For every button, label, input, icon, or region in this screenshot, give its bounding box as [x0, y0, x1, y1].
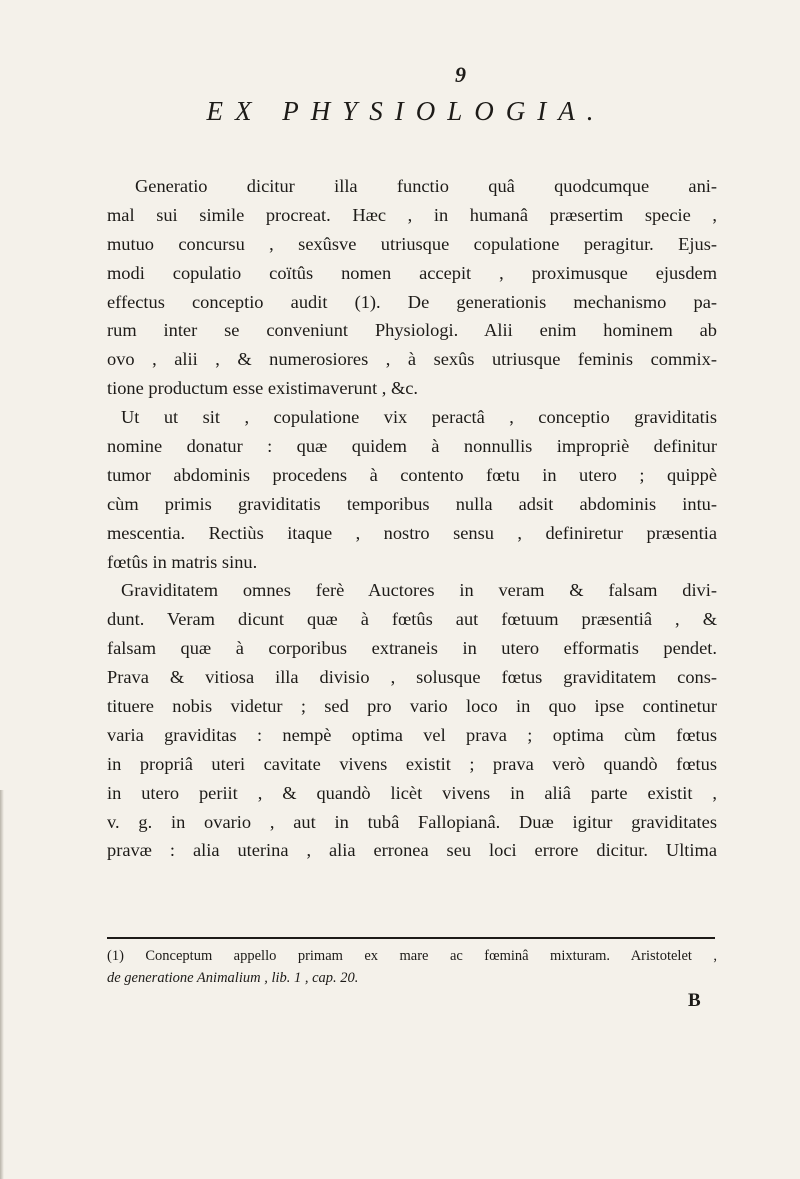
- text-line: nomine donatur : quæ quidem à nonnullis impropriè definitur: [107, 436, 717, 457]
- text-line: cùm primis graviditatis temporibus nulla adsit abdominis intu-: [107, 493, 717, 514]
- footnote-divider: [107, 937, 715, 939]
- text-line: varia graviditas : nempè optima vel prava ; optima cùm fœtus: [107, 724, 717, 745]
- text-line: v. g. in ovario , aut in tubâ Fallopianâ. Duæ igitur graviditates: [107, 811, 717, 832]
- body-text: [107, 172, 717, 865]
- text-line: ovo , alii , & numerosiores , à sexûs utriusque feminis commix-: [107, 349, 717, 370]
- text-line: tituere nobis videtur ; sed pro vario loco in quo ipse continetur: [107, 696, 717, 717]
- page-number: 9: [455, 62, 466, 87]
- text-line: dunt. Veram dicunt quæ à fœtûs aut fœtuum præsentiâ , &: [107, 609, 717, 630]
- text-line: tione productum esse existimaverunt , &c.: [107, 378, 419, 399]
- text-line: Ut ut sit , copulatione vix peractâ , conceptio graviditatis: [121, 407, 717, 428]
- text-line: pravæ : alia uterina , alia erronea seu loci errore dicitur. Ultima: [107, 840, 717, 861]
- text-line: Prava & vitiosa illa divisio , solusque fœtus graviditatem cons-: [107, 667, 717, 688]
- footnote: [107, 945, 717, 989]
- text-line: modi copulatio coïtûs nomen accepit , proximusque ejusdem: [107, 262, 717, 283]
- text-line: mal sui simile procreat. Hæc , in humanâ præsertim specie ,: [107, 204, 717, 225]
- page-edge-shadow: [0, 790, 4, 1179]
- text-line: Generatio dicitur illa functio quâ quodcumque ani-: [135, 176, 717, 196]
- text-line: effectus conceptio audit (1). De generationis mechanismo pa-: [107, 291, 717, 312]
- text-line: rum inter se conveniunt Physiologi. Alii enim hominem ab: [107, 320, 717, 341]
- text-line: mescentia. Rectiùs itaque , nostro sensu , definiretur præsentia: [107, 522, 717, 543]
- page-heading: EX PHYSIOLOGIA.: [206, 96, 606, 126]
- text-line: in propriâ uteri cavitate vivens existit ; prava verò quandò fœtus: [107, 753, 717, 774]
- text-line: in utero periit , & quandò licèt vivens in aliâ parte existit ,: [107, 782, 717, 803]
- text-line: fœtûs in matris sinu.: [107, 551, 258, 572]
- footnote-line: de generatione Animalium , lib. 1 , cap. 20.: [107, 970, 359, 986]
- footnote-line: (1) Conceptum appello primam ex mare ac fœminâ mixturam. Aristotelet ,: [107, 948, 717, 964]
- text-line: Graviditatem omnes ferè Auctores in veram & falsam divi-: [121, 580, 717, 601]
- text-line: mutuo concursu , sexûsve utriusque copulatione peragitur. Ejus-: [107, 233, 717, 254]
- text-line: falsam quæ à corporibus extraneis in utero efformatis pendet.: [107, 638, 717, 659]
- signature-mark: B: [688, 990, 701, 1011]
- text-line: tumor abdominis procedens à contento fœtu in utero ; quippè: [107, 464, 717, 485]
